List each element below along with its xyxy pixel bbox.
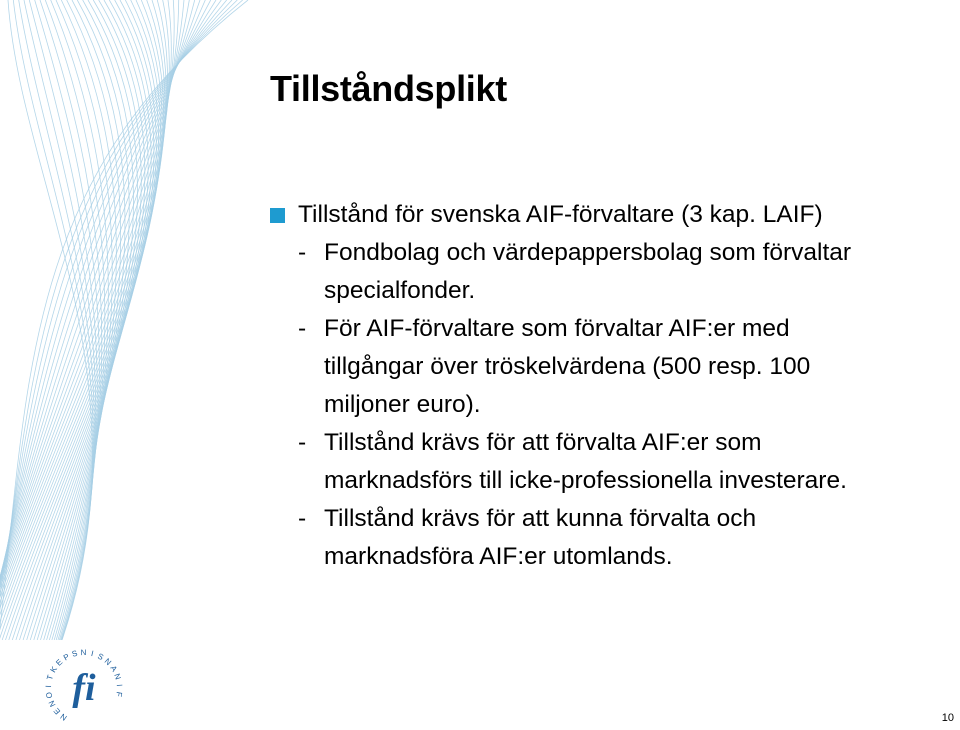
slide-title: Tillståndsplikt [270, 68, 507, 109]
logo-letter: N [80, 648, 87, 658]
logo-letter: I [114, 683, 124, 687]
sub-item-line: Tillstånd krävs för att förvalta AIF:er som [324, 429, 762, 456]
dash-marker: - [298, 239, 307, 266]
main-bullet [268, 196, 948, 234]
dash-marker: - [298, 429, 307, 456]
sub-item [268, 310, 948, 424]
wave-line [0, 0, 211, 640]
sub-item-line: specialfonder. [324, 277, 476, 304]
logo-letter: P [61, 652, 72, 663]
logo-letter: S [70, 648, 79, 659]
logo-letter: E [54, 657, 65, 668]
logo-letter: S [96, 651, 106, 662]
sub-item [268, 234, 948, 310]
sub-item-line: marknadsförs till icke-professionella investerare. [324, 467, 847, 494]
logo-letter: O [44, 691, 55, 700]
logo-letter: E [51, 706, 63, 717]
logo-letter: N [102, 656, 114, 668]
sub-item [268, 500, 948, 576]
sub-item-line: tillgångar över tröskelvärdena (500 resp. 100 [324, 353, 811, 380]
wave-line [0, 0, 162, 640]
logo-letter: K [48, 664, 59, 675]
wave-line-background [0, 0, 260, 640]
logo-letter: I [44, 685, 54, 688]
sub-item-line: Fondbolag och värdepappersbolag som förvaltar [324, 239, 852, 266]
sub-item-line: miljoner euro). [324, 391, 481, 418]
logo-letter: F [114, 690, 124, 698]
logo-letter: N [46, 698, 58, 709]
logo-monogram: fi [72, 667, 96, 709]
logo-letter: N [112, 672, 123, 681]
sub-item [268, 424, 948, 500]
logo-letter: T [45, 673, 56, 682]
page-number: 10 [941, 712, 954, 724]
main-bullet-text: Tillstånd för svenska AIF-förvaltare (3 kap. LAIF) [298, 201, 823, 228]
slide-content [268, 196, 948, 576]
square-bullet-icon [270, 208, 285, 223]
logo-letter: A [108, 663, 119, 674]
wave-line [35, 0, 100, 640]
dash-marker: - [298, 315, 307, 342]
finansinspektionen-logo [26, 644, 136, 728]
dash-marker: - [298, 505, 307, 532]
wave-line [0, 0, 237, 640]
logo-letter: I [90, 648, 95, 659]
wave-line [0, 0, 179, 640]
sub-item-line: För AIF-förvaltare som förvaltar AIF:er med [324, 315, 790, 342]
wave-line [13, 0, 93, 640]
sub-item-line: Tillstånd krävs för att kunna förvalta och [324, 505, 757, 532]
sub-item-line: marknadsföra AIF:er utomlands. [324, 543, 673, 570]
logo-letter: N [58, 711, 69, 723]
